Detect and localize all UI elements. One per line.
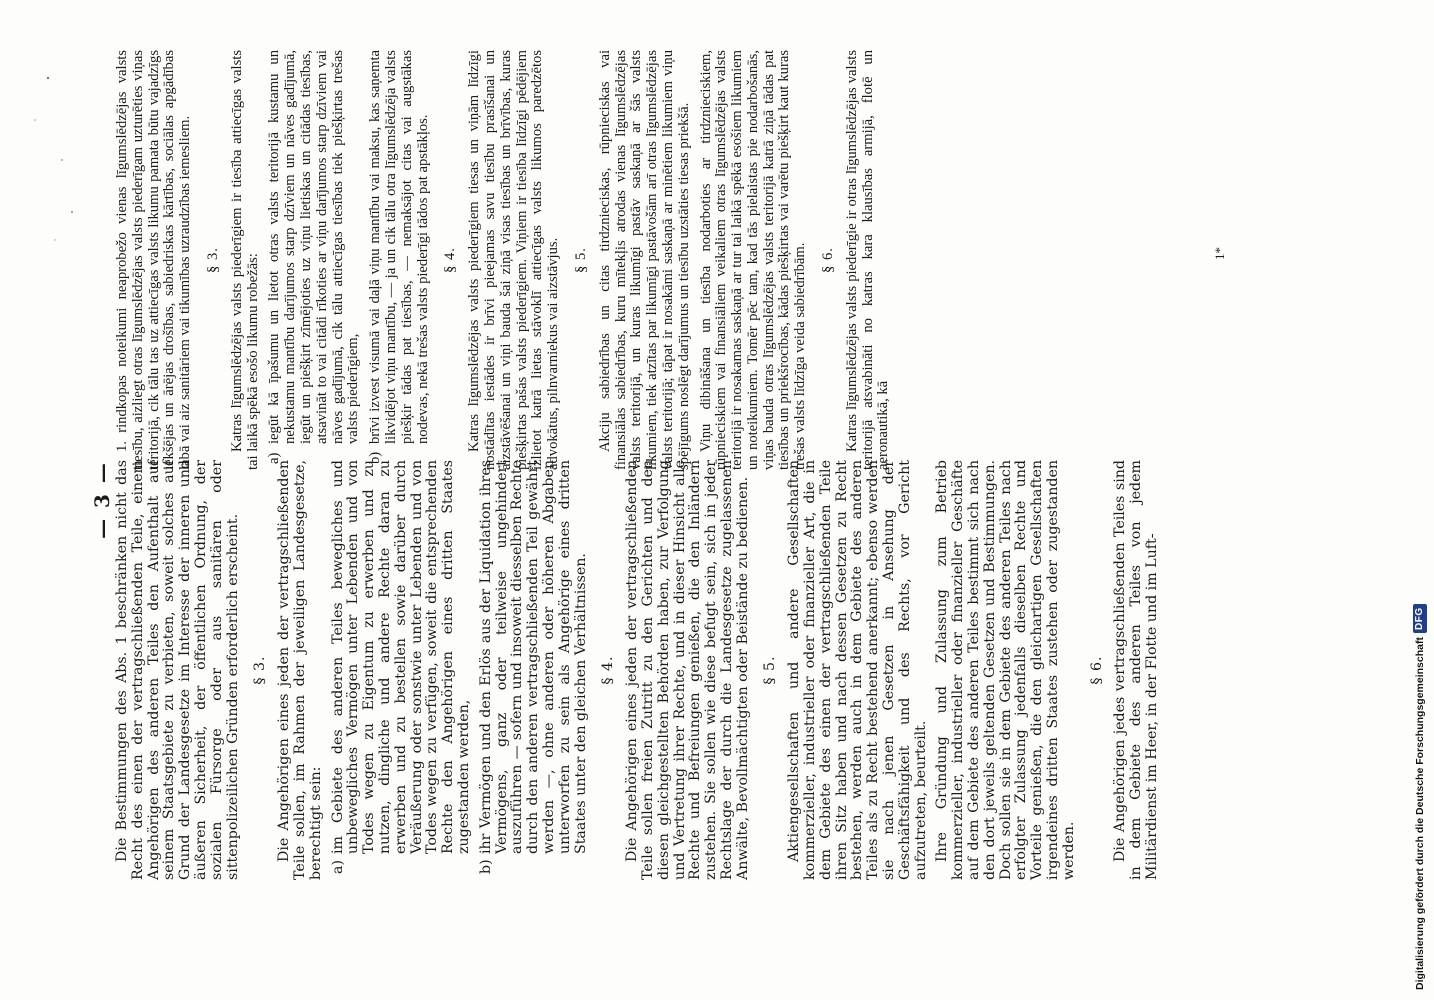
latvian-section-3-intro: Katras līgumslēdzējas valsts piederīgiem ir tiesība attiecīgas valsts tai laikā spēkā esošo likumu robežās: [228,50,261,470]
item-label: a) [329,860,346,874]
german-section-3-list [331,460,590,880]
german-section-6-text: Die Angehörigen jedes vertragschließenden Teiles sind in dem Gebiete des anderen Teiles von jedem Militärdienst im Heer, in der Flotte und im Luft- [1112,460,1161,880]
german-section-6-heading: § 6. [1088,655,1105,685]
latvian-section-4-text: Katras līgumslēdzējas valsts piederīgiem tiesas un viņām līdzīgi nostādītas iestādes ir brīvi pieejamas savu tiesību prasīšanai un aizstāvēšanai un viņi bauda šai ziņā visas tiesības un brīvības, kuras piešķirtas pašas valsts piederīgiem. Viņiem ir tiesība līdzīgi pēdējiem izlietot katrā lietas stāvoklī attiecīgas valsts likumos paredzētos advokātus, pilnvarniekus vai aizstāvjus. [466,50,562,470]
page-number-header: — 3 — [90,461,114,539]
german-section-5-paragraph-2: Ihre Gründung und Zulassung zum Betrieb kommerzieller, industrieller oder finanzieller Geschäfte auf dem Gebiete des anderen Teiles bestimmt sich nach den dort jeweils geltenden Gesetzen und Bestimmungen. Doch sollen sie in dem Gebiete des anderen Teiles nach erfolgter Zulassung jedenfalls dieselben Rechte und Vorteile genießen, die den gleichartigen Gesellschaften irgendeines dritten Staates zustehen oder zugestanden werden. [934,460,1077,880]
latvian-column [115,50,898,470]
german-section-3-item-b [479,460,590,880]
latvian-section-3-heading: § 3. [204,247,221,273]
german-section-3-item-a [331,460,473,880]
german-column [115,460,1167,880]
latvian-section-3-item-b [368,50,431,470]
latvian-section-5-paragraph-2: Viņu dibināšana un tiesība nodarboties ar tirdznieciskiem, rūpnieciskiem vai finansiāliem veikaliem otras līgumslēdzējas valsts teritorijā ir nosakamas saskaņā ar tur tai laikā spēkā esošiem likumiem un noteikumiem. Tomēr pēc tam, kad tās pielaistas pie nodarbošanās, viņas bauda otras līgumslēdzējas valsts teritorijā katrā ziņā tādas pat tiesības un priekšrocības, kādas piešķirtas vai varētu piešķirt kaut kuras trešas valsts līdzīga veida sabiedrībām. [697,50,809,470]
german-section-5-heading: § 5. [762,655,779,685]
digitization-credit-text: Digitalisierung gefördert durch die Deutsche Forschungsgemeinschaft [1414,637,1426,990]
item-text: ihr Vermögen und den Erlös aus der Liquidation ihres Vermögens, ganz oder teilweise ungehindert auszuführen — sofern und insoweit diesselben Rechte durch den anderen vertragschließenden Teil gewährt werden —, ohne anderen oder höheren Abgaben unterworfen zu sein als Angehörige eines dritten Staates unter den gleichen Verhältnissen. [477,460,589,854]
item-text: brīvi izvest visumā vai daļā viņu mantību vai maksu, kas saņemta likvidējot viņu mantību, — ja un cik tālu otra līgumslēdzēja valsts piešķir tādas pat tiesības, — nemaksājot citas vai augstākas nodevas, nekā trešas valsts piederīgi tādos pat apstākļos. [367,50,431,444]
item-text: im Gebiete des anderen Teiles bewegliches und unbewegliches Vermögen unter Lebenden und von Todes wegen zu Eigentum zu erwerben und zu nutzen, dingliche und andere Rechte daran zu erwerben und zu bestellen sowie darüber durch Veräußerung oder sonstwie unter Lebenden und von Todes wegen zu verfügen, soweit die entsprechenden Rechte den Angehörigen eines dritten Staates zugestanden werden, [329,460,472,854]
latvian-section-5-heading: § 5. [572,247,589,273]
latvian-section-5-paragraph-1: Akciju sabiedrības un citas tirdznieciskas, rūpnieciskas vai finansiālas sabiedrības, kuru mītekļis atrodas vienas līgumslēdzējas valsts teritorijā, un kuras likumīgi pastāv saskaņā ar šās valsts likumiem, tiek atzītas par likumīgi pastāvošām arī otras līgumslēdzējas valsts teritorijā; tāpat ir nosakāmi saskaņā ar minētiem likumiem viņu spējīgums noslēgt darījumus un tiesību uzstāties tiesas priekšā. [596,50,692,470]
item-text: iegūt kā īpašumu un lietot otras valsts teritorijā kustamu un nekustamu mantību darījumos starp dzīviem un nāves gadījumā, iegūt un piešķirt zīmējoties uz viņu lietiskas un citādas tiesības, atsavināt to vai citādi rīkoties ar viņu darījumos starp dzīviem vai nāves gadījumā, cik tālu attiecīgas tiesības tiek piešķirtas trešas valsts piederīgiem, [266,50,362,444]
latvian-section-3-item-a [267,50,362,470]
german-section-3-intro: Die Angehörigen eines jeden der vertragschließenden Teile sollen, im Rahmen der jeweiligen Landesgesetze, berechtigt sein: [276,460,324,880]
german-section-3-heading: § 3. [252,655,269,685]
latvian-intro-paragraph: 1. rindkopas noteikumi neaprobežo vienas līgumslēdzējas valsts tiesību, aizliegt otras līgumslēdzējas valsts piederīgam uzturēties viņas teritorijā, cik tālu tas uz attiecīgas valsts likumu pamata būtu vajadzīgs iekšējas un ārējas drošības, sabiedriskas kārtības, sociālas apgādības labā vai aiz sanitāriem vai tikumības uzraudzības iemesliem. [114,50,194,470]
latvian-section-3-list [267,50,431,470]
page-signature-mark: 1* [1212,247,1227,260]
digitization-credit [1410,10,1430,990]
item-label: b) [477,859,494,874]
german-section-4-text: Die Angehörigen eines jeden der vertragschließenden Teile sollen freien Zutritt zu den Gerichten und den diesen gleichgestellten Behörden haben, zur Verfolgung und Vertretung ihrer Rechte, und in dieser Hinsicht alle Rechte und Befreiungen genießen, die den Inländern zustehen. Sie sollen wie diese befugt sein, sich in jeder Rechtslage der durch die Landesgesetze zugelassenen Anwälte, Bevollmächtigten oder Beistände zu bedienen. [624,460,751,880]
item-label: b) [367,451,384,464]
latvian-section-6-text: Katras līgumslēdzējas valsts piederīgie ir otras līgumslēdzējas valsts teritorijā atsvabināti no katras kara klausības armijā, flotē un aeronautikā, kā [843,50,892,470]
german-section-5-paragraph-1: Aktiengesellschaften und andere Gesellschaften kommerzieller, industrieller oder finanzieller Art, die in dem Gebiete des einen der vertragschließenden Teile ihren Sitz haben und nach dessen Gesetzen zu Recht bestehen, werden auch in dem Gebiete des anderen Teiles als zu Recht bestehend anerkannt; ebenso werden sie nach jenen Gesetzen in Ansehung der Geschäftsfähigkeit und des Rechts, vor Gericht aufzutreten, beurteilt. [786,460,929,880]
dfg-logo: DFG [1413,604,1427,633]
german-intro-paragraph: Die Bestimmungen des Abs. 1 beschränken nicht das Recht des einen der vertragschließenden Teile, einem Angehörigen des anderen Teiles den Aufenthalt auf seinem Staatsgebiete zu verbieten, soweit solches auf Grund der Landesgesetze im Interesse der inneren und äußeren Sicherheit, der öffentlichen Ordnung, der sozialen Fürsorge oder aus sanitären oder sittenpolizeilichen Gründen erforderlich erscheint. [114,460,241,880]
latvian-section-4-heading: § 4. [442,247,459,273]
german-section-4-heading: § 4. [600,655,617,685]
latvian-section-6-heading: § 6. [820,247,837,273]
digitization-credit-line [1410,10,1430,990]
item-label: a) [266,452,283,464]
